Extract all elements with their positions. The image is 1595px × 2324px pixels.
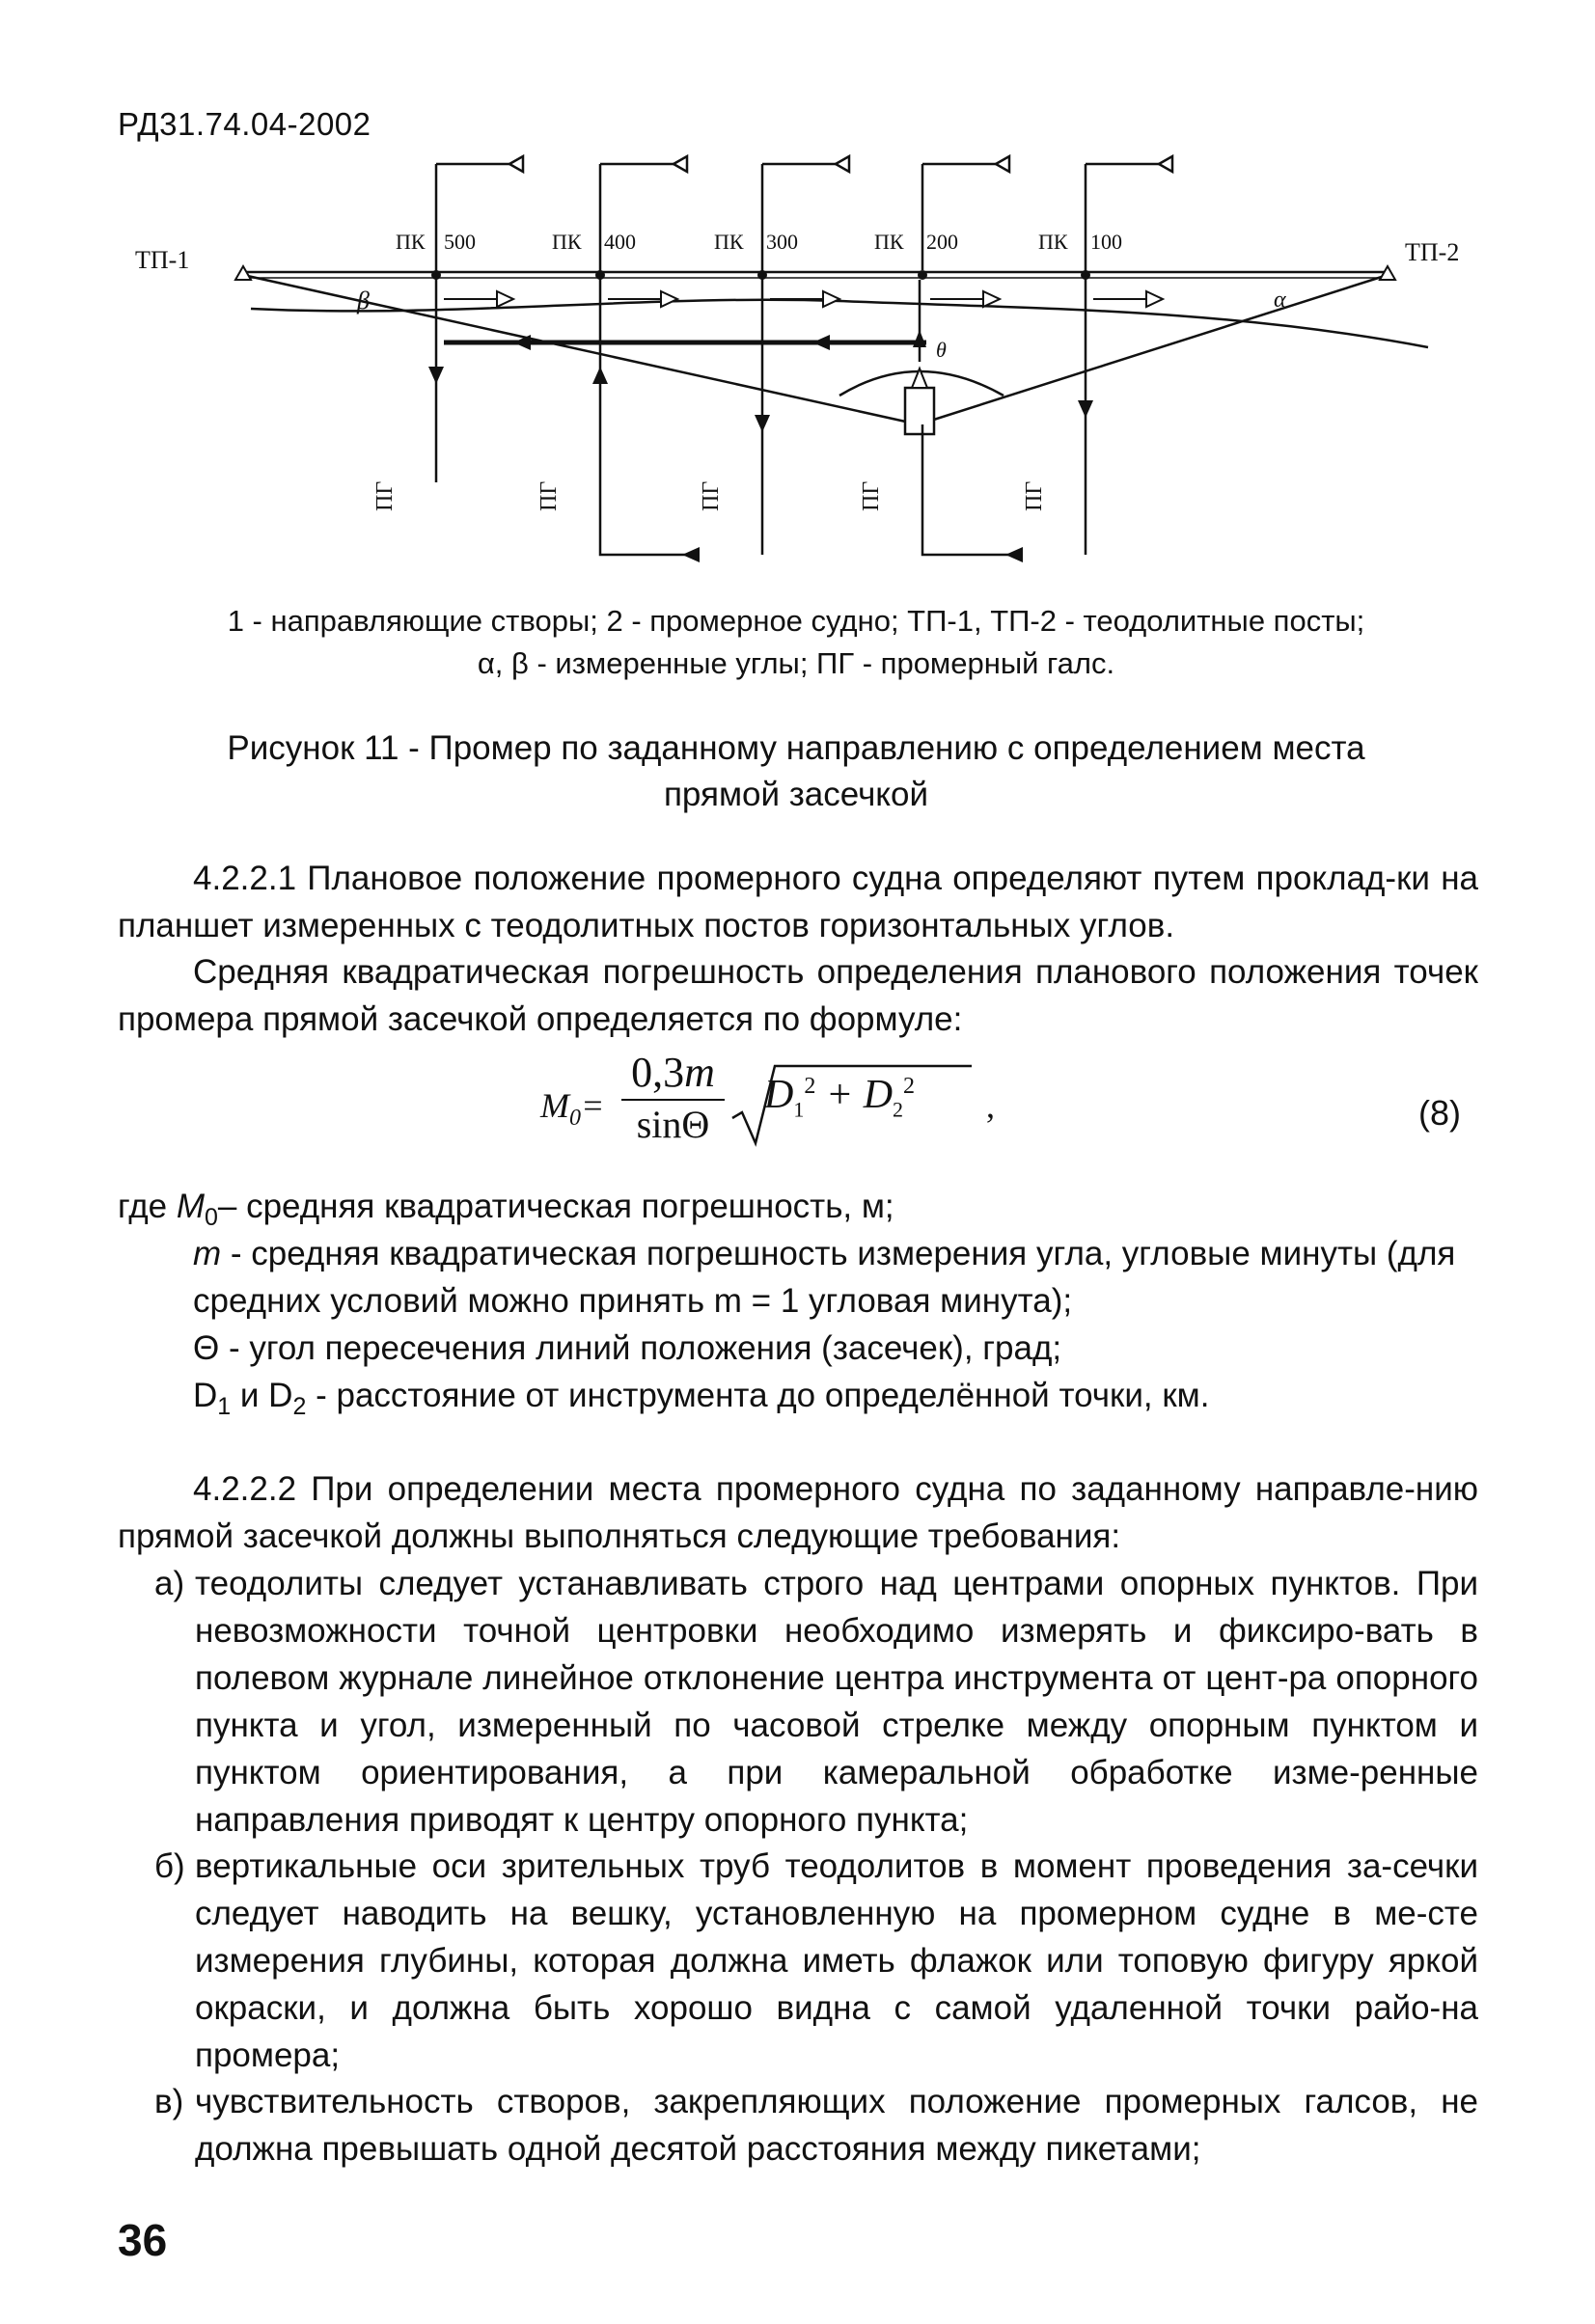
formula-lhs: $M_0=$ (540, 1086, 605, 1132)
flag-400-icon (674, 156, 687, 172)
galse-arrow-up-icon (592, 367, 608, 384)
list-item (154, 2078, 1478, 2173)
connection-arrow-icon (682, 547, 700, 562)
galse-label: ПГ (859, 480, 884, 511)
page-number: 36 (118, 2215, 168, 2265)
galse-arrow-down-icon (428, 367, 444, 384)
station-left-label: ТП-1 (135, 246, 190, 274)
list-item-marker: а) (154, 1565, 185, 1602)
where-m0: где $M_0-$ средняя квадратическая погрешность, м; (118, 1188, 894, 1231)
survey-diagram-svg (135, 164, 1460, 579)
picket-label: ПК (714, 230, 744, 254)
paragraph-4-2-2-1: 4.2.2.1 Плановое положение промерного судна определяют путем проклад-ки на планшет измеренных с теодолитных постов горизонтальных углов. (118, 860, 1478, 944)
galse-arrow-down-icon (755, 415, 770, 432)
document-code: РД31.74.04-2002 (118, 106, 371, 142)
picket-number: 500 (444, 230, 476, 254)
where-d1-d2: $D_1$ и $D_2$ - расстояние от инструмента до определённой точки, км. (193, 1377, 1210, 1420)
list-item-marker: б) (154, 1847, 185, 1885)
galse-label: ПГ (1022, 480, 1047, 511)
galse-connection (600, 482, 700, 555)
angle-theta-label: θ (936, 338, 947, 362)
sight-line-left (243, 275, 919, 424)
galse-arrow-down-icon (1078, 400, 1093, 418)
paragraph-4-2-2-2: 4.2.2.2 При определении места промерного судна по заданному направле-нию прямой засечкой должны выполняться следующие требования: (118, 1470, 1478, 1555)
list-item-text: теодолиты следует устанавливать строго над центрами опорных пунктов. При невозможности точной центровки необходимо измерять и фиксиро-вать в полевом журнале линейное отклонение центра инструмента от цент-ра опорного пункта и угол, измеренный по часовой стрелке между опорным пунктом и пунктом ориентирования, а при камеральной обработке изме-ренные направления приводят к центру опорного пункта; (195, 1565, 1478, 1839)
where-m: m - средняя квадратическая погрешность измерения угла, угловые минуты (для средних условий можно принять m = 1 угловая минута); (193, 1235, 1456, 1320)
flag-300-icon (836, 156, 849, 172)
vessel-icon (905, 388, 934, 434)
picket-number: 100 (1090, 230, 1122, 254)
formula-comma: , (986, 1086, 995, 1125)
formula-8 (540, 1047, 1023, 1172)
picket-number: 200 (926, 230, 958, 254)
list-item (154, 1843, 1478, 2079)
galse-connection (922, 424, 1023, 555)
flag-100-icon (1159, 156, 1172, 172)
figure-legend-line2: α, β - измеренные углы; ПГ - промерный галс. (477, 646, 1115, 680)
galse-label: ПГ (536, 480, 562, 511)
connection-arrow-icon (1005, 547, 1023, 562)
galse-label: ПГ (372, 480, 398, 511)
picket-label: ПК (396, 230, 426, 254)
picket-number: 400 (604, 230, 636, 254)
flag-500-icon (509, 156, 523, 172)
angle-beta-label: β (357, 287, 370, 314)
picket-label: ПК (1038, 230, 1068, 254)
formula-denominator: sinΘ (636, 1103, 710, 1146)
flag-200-icon (996, 156, 1009, 172)
picket-number: 300 (766, 230, 798, 254)
list-item-text: чувствительность створов, закрепляющих положение промерных галсов, не должна превышать одной десятой расстояния между пикетами; (195, 2083, 1478, 2168)
picket-label: ПК (552, 230, 582, 254)
track-arrow-left-icon (812, 335, 830, 350)
paragraph-error-intro: Средняя квадратическая погрешность определения планового положения точек промера прямой засечкой определяется по формуле: (118, 953, 1478, 1038)
picket-label: ПК (874, 230, 904, 254)
list-item-text: вертикальные оси зрительных труб теодолитов в момент проведения за-сечки следует наводить на вешку, установленную на промерном судне в ме-сте измерения глубины, которая должна иметь флажок или топовую фигуру яркой окраски, и должна быть хорошо видна с самой удаленной точки райо-на промера; (195, 1847, 1478, 2074)
figure-caption-line1: Рисунок 11 - Промер по заданному направлению с определением места (227, 729, 1365, 767)
figure-caption-line2: прямой засечкой (663, 776, 929, 813)
list-item-marker: в) (154, 2083, 184, 2120)
vessel-arrow-icon (913, 330, 926, 347)
formula-fraction (618, 1047, 729, 1149)
angle-alpha-label: α (1274, 287, 1286, 313)
formula-radicand: $D_1^2 + D_2^2$ (764, 1073, 916, 1122)
survey-diagram (135, 164, 1460, 579)
list-item (154, 1560, 1478, 1844)
where-theta: Θ - угол пересечения линий положения (засечек), град; (193, 1329, 1062, 1367)
formula-numerator: 0,3m (631, 1049, 715, 1096)
figure-legend-line1: 1 - направляющие створы; 2 - промерное судно; ТП-1, ТП-2 - теодолитные посты; (227, 604, 1365, 638)
equation-number: (8) (1418, 1093, 1461, 1133)
station-right-label: ТП-2 (1405, 238, 1460, 266)
galse-label: ПГ (699, 480, 724, 511)
